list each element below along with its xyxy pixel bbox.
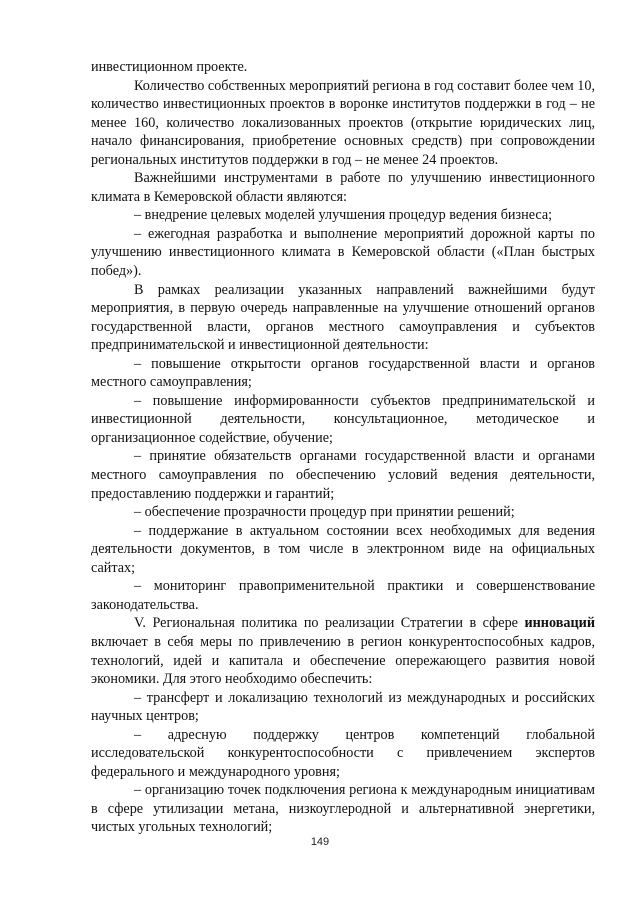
innovation-policy-text-a: V. Региональная политика по реализации Стратегии в сфере <box>134 615 525 632</box>
list-item-international-initiatives: – организацию точек подключения региона к международным инициативам в сфере утилизации метана, низкоуглеродной и альтернативной энергетики, чистых угольных технологий; <box>91 782 595 836</box>
list-item-transparency: – обеспечение прозрачности процедур при принятии решений; <box>134 504 515 521</box>
list-item-technology-transfer: – трансферт и локализацию технологий из международных и российских научных центров; <box>91 689 595 725</box>
paragraph-continuation: инвестиционном проекте. <box>91 59 248 75</box>
paragraph-instruments-intro: Важнейшими инструментами в работе по улучшению инвестиционного климата в Кемеровской области являются: <box>91 170 595 205</box>
list-item-awareness: – повышение информированности субъектов предпринимательской и инвестиционной деятельности, консультационное, методическое и организационное содействие, обучение; <box>91 392 595 446</box>
list-item-openness: – повышение открытости органов государственной власти и органов местного самоуправления; <box>91 355 595 391</box>
list-item-target-models: – внедрение целевых моделей улучшения процедур ведения бизнеса; <box>134 207 553 224</box>
list-item-competence-centers: – адресную поддержку центров компетенций глобальной исследовательской конкурентоспособности с привлечением экспертов федерального и международного уровня; <box>91 726 595 780</box>
body-text <box>91 58 595 837</box>
paragraph-key-measures-intro: В рамках реализации указанных направлений важнейшими будут мероприятия, в первую очередь направленные на улучшение отношений органов государственной власти, органов местного самоуправления и субъектов предпринимательской и инвестиционной деятельности: <box>91 281 595 354</box>
list-item-roadmap: – ежегодная разработка и выполнение мероприятий дорожной карты по улучшению инвестиционного климата в Кемеровской области («План быстрых побед»). <box>91 225 595 280</box>
innovation-policy-text-b: включает в себя меры по привлечению в регион конкурентоспособных кадров, технологий, идей и капитала и обеспечение опережающего развития новой экономики. Для этого необходимо обеспечить: <box>91 633 595 688</box>
list-item-monitoring: – мониторинг правоприменительной практики и совершенствование законодательства. <box>91 578 595 613</box>
innovation-keyword: инноваций <box>524 615 595 632</box>
list-item-obligations: – принятие обязательств органами государственной власти и органами местного самоуправления по обеспечению условий ведения деятельности, предоставлению поддержки и гарантий; <box>91 448 595 502</box>
list-item-documents: – поддержание в актуальном состоянии всех необходимых для ведения деятельности документов, в том числе в электронном виде на официальных сайтах; <box>91 522 595 576</box>
page-number: 149 <box>310 836 330 848</box>
paragraph-indicators: Количество собственных мероприятий региона в год составит более чем 10, количество инвестиционных проектов в воронке институтов поддержки в год – не менее 160, количество локализованных проектов (открытие юридических лиц, начало финансирования, приобретение основных средств) при сопровождении региональных институтов поддержки в год – не менее 24 проектов. <box>91 77 595 168</box>
paragraph-innovation-policy <box>91 614 595 688</box>
